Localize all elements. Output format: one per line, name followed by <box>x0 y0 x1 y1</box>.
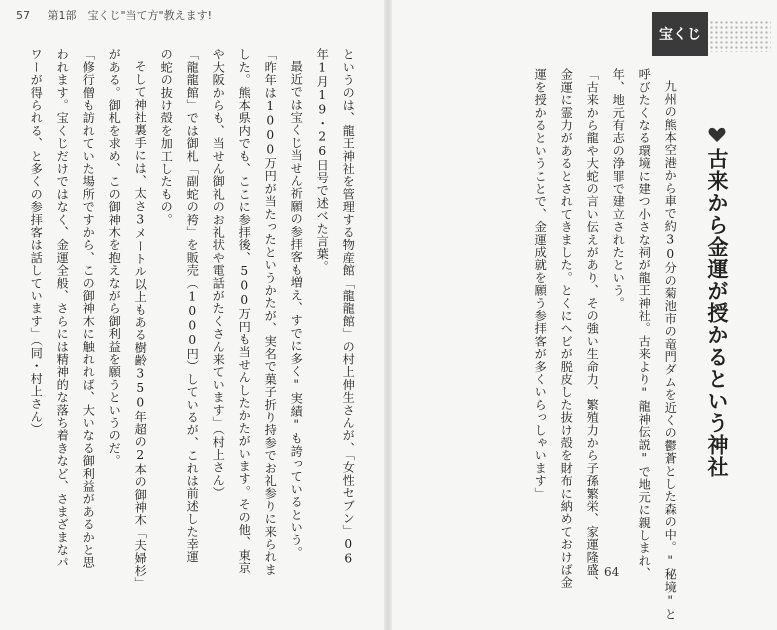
right-text-column: 年、地元有志の浄罪で建立されたという。 <box>611 68 626 310</box>
right-text-column: 金運に霊力があるとされてきました。とくにヘビが脱皮した抜け殻を財布に納めておけば金 <box>559 68 574 589</box>
right-text-column: 呼びたくなる環境に建つ小さな祠が龍王神社。古来より"龍神伝説"で地元に親しまれ、 <box>637 68 652 580</box>
left-text-column: の蛇の抜け殻を加工したもの。 <box>159 48 174 226</box>
section-heading: 古来から金運が授かるという神社 <box>705 148 729 478</box>
book-gutter <box>384 0 392 630</box>
right-text-column: 「古来から龍や大蛇の言い伝えがあり、その強い生命力、繁殖力から子孫繁栄、家運隆盛、 <box>585 68 600 589</box>
left-text-column: や大阪からも、当せん御礼のお礼状や電話がたくさん来ています」（村上さん） <box>211 48 226 500</box>
running-head-title: 第1部 宝くじ"当て方"教えます! <box>47 9 213 22</box>
left-text-column: ワーが得られる、と多くの参拝客は話しています」（同・村上さん） <box>29 48 44 436</box>
left-text-column: 「龍龍館」では御札「副蛇の袴」を販売（1000円）しているが、これは前述した幸運 <box>185 48 200 564</box>
left-text-column: がある。御札を求め、この御神木を抱えながら御利益を願うというのだ。 <box>107 48 122 468</box>
left-page-number: 57 <box>16 9 30 22</box>
left-text-column: 「昨年は1000万円が当たったというかたが、実名で菓子折り持参でお礼参りに来られま <box>263 48 278 576</box>
heart-icon <box>708 127 726 143</box>
left-text-column: した。熊本県内でも、ここに参拝後、500万円も当せんしたかたがいます。その他、東京 <box>237 48 252 575</box>
running-head <box>16 7 212 23</box>
tag-dot-pattern <box>709 20 771 52</box>
left-text-column: というのは、龍王神社を管理する物産館「龍龍館」の村上伸生さんが、「女性セブン」06 <box>341 48 356 567</box>
left-text-column: 年1月19・26日号で述べた言葉。 <box>315 48 330 273</box>
left-text-column: 最近では宝くじ当せん祈願の参拝客も増え、すでに多く"実績"も誇っているという。 <box>289 60 304 559</box>
right-text-column: 九州の熊本空港から車で約30分の菊池市の竜門ダムを近くの鬱蒼とした森の中。"秘境"と <box>663 80 678 621</box>
right-text-column: 運を授かるということで、金運成就を願う参拝客が多くいらっしゃいます」 <box>533 68 548 500</box>
left-text-column: 「修行僧も訪れていた場所ですから、この御神木に触れれば、大いなる御利益があるかと思 <box>81 48 96 569</box>
left-text-column: そして神社裏手には、太さ3メートル以上もある樹齢350年超の2本の御神木「夫婦杉」 <box>133 60 148 590</box>
right-page-number: 64 <box>604 565 620 579</box>
left-text-column: われます。宝くじだけではなく、金運全般、さらには精神的な落ち着きなど、さまざまなパ <box>55 48 70 569</box>
category-tag: 宝くじ <box>652 12 708 56</box>
